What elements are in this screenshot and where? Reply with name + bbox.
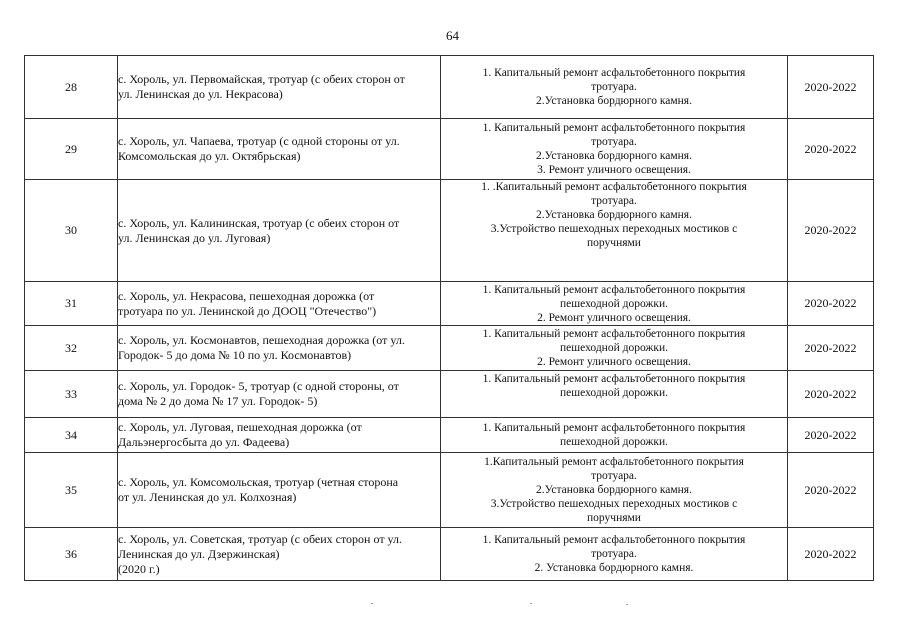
works-line: тротуара. xyxy=(591,136,637,148)
row-number: 31 xyxy=(25,282,118,326)
location-line: ул. Ленинская до ул. Луговая) xyxy=(118,230,271,245)
table-row xyxy=(25,282,874,326)
works-line: 1. Капитальный ремонт асфальтобетонного покрытия xyxy=(482,422,746,434)
location-line: ул. Ленинская до ул. Некрасова) xyxy=(118,87,283,101)
period-cell: 2020-2022 xyxy=(788,453,874,528)
row-number: 36 xyxy=(25,528,118,581)
scan-speck xyxy=(530,603,532,604)
location-cell xyxy=(118,453,441,528)
location-line: дома № 2 до дома № 17 ул. Городок- 5) xyxy=(118,394,318,408)
period-cell: 2020-2022 xyxy=(788,180,874,282)
location-line: с. Хороль, ул. Первомайская, тротуар (с обеих сторон от xyxy=(118,72,405,86)
row-number: 29 xyxy=(25,119,118,180)
location-line: с. Хороль, ул. Советская, тротуар (с обеих сторон от ул. xyxy=(118,531,403,546)
table-row xyxy=(25,371,874,418)
period-cell: 2020-2022 xyxy=(788,418,874,453)
location-line: Ленинская до ул. Дзержинская) xyxy=(118,546,280,561)
location-line: с. Хороль, ул. Луговая, пешеходная дорожка (от xyxy=(118,420,362,434)
works-line: тротуара. xyxy=(591,470,637,482)
table-row xyxy=(25,528,874,581)
row-number: 30 xyxy=(25,180,118,282)
works-line: 3. Ремонт уличного освещения. xyxy=(537,164,691,176)
table-row xyxy=(25,56,874,119)
period-cell: 2020-2022 xyxy=(788,326,874,371)
works-line: 1. Капитальный ремонт асфальтобетонного покрытия xyxy=(482,328,746,340)
works-line: тротуара. xyxy=(591,195,637,207)
location-line: с. Хороль, ул. Космонавтов, пешеходная дорожка (от ул. xyxy=(118,333,405,347)
works-line: 1.Капитальный ремонт асфальтобетонного покрытия xyxy=(484,456,744,468)
page-number: 64 xyxy=(446,28,459,43)
location-line: с. Хороль, ул. Городок- 5, тротуар (с одной стороны, от xyxy=(118,379,399,393)
location-line: с. Хороль, ул. Калининская, тротуар (с обеих сторон от xyxy=(118,215,400,230)
works-line: тротуара. xyxy=(591,548,637,560)
period-cell: 2020-2022 xyxy=(788,282,874,326)
table-row xyxy=(25,453,874,528)
works-cell xyxy=(441,282,788,326)
works-line: 2. Установка бордюрного камня. xyxy=(534,562,694,574)
location-line: Дальэнергосбыта до ул. Фадеева) xyxy=(118,435,290,449)
row-number: 28 xyxy=(25,56,118,119)
works-line: тротуара. xyxy=(591,81,637,93)
works-cell xyxy=(441,326,788,371)
table-row xyxy=(25,180,874,282)
works-line: пешеходной дорожки. xyxy=(560,342,668,354)
location-cell xyxy=(118,56,441,119)
location-cell xyxy=(118,326,441,371)
table-row xyxy=(25,326,874,371)
scan-speck xyxy=(371,603,373,604)
location-line: от ул. Ленинская до ул. Колхозная) xyxy=(118,490,297,504)
works-line: 1. Капитальный ремонт асфальтобетонного покрытия xyxy=(482,122,746,134)
works-line: 1. Капитальный ремонт асфальтобетонного покрытия xyxy=(482,534,746,546)
works-line: 2.Установка бордюрного камня. xyxy=(536,484,692,496)
table-row xyxy=(25,119,874,180)
works-line: 1. .Капитальный ремонт асфальтобетонного покрытия xyxy=(481,181,747,193)
location-cell xyxy=(118,180,441,282)
works-line: 1. Капитальный ремонт асфальтобетонного покрытия xyxy=(482,373,746,385)
works-table xyxy=(24,55,874,581)
works-line: 1. Капитальный ремонт асфальтобетонного покрытия xyxy=(482,283,746,296)
works-cell xyxy=(441,418,788,453)
period-cell: 2020-2022 xyxy=(788,56,874,119)
works-line: поручнями xyxy=(587,237,641,249)
works-line: 2.Установка бордюрного камня. xyxy=(536,209,692,221)
location-line: с. Хороль, ул. Некрасова, пешеходная дорожка (от xyxy=(118,288,375,303)
location-cell xyxy=(118,418,441,453)
works-cell xyxy=(441,453,788,528)
location-line: Городок- 5 до дома № 10 по ул. Космонавтов) xyxy=(118,348,352,362)
location-line: с. Хороль, ул. Комсомольская, тротуар (четная сторона xyxy=(118,475,399,489)
works-cell xyxy=(441,56,788,119)
works-line: 3.Устройство пешеходных переходных мостиков с xyxy=(490,223,738,235)
works-line: 1. Капитальный ремонт асфальтобетонного покрытия xyxy=(482,67,746,79)
period-cell: 2020-2022 xyxy=(788,528,874,581)
location-line: Комсомольская до ул. Октябрьская) xyxy=(118,149,301,163)
row-number: 32 xyxy=(25,326,118,371)
works-line: поручнями xyxy=(587,512,641,524)
works-line: пешеходной дорожки. xyxy=(560,387,668,399)
row-number: 34 xyxy=(25,418,118,453)
table-row xyxy=(25,418,874,453)
location-cell xyxy=(118,119,441,180)
location-cell xyxy=(118,371,441,418)
works-cell xyxy=(441,119,788,180)
works-line: пешеходной дорожки. xyxy=(560,436,668,448)
works-cell xyxy=(441,371,788,418)
works-line: 2. Ремонт уличного освещения. xyxy=(537,356,691,368)
works-line: пешеходной дорожки. xyxy=(560,297,668,310)
period-cell: 2020-2022 xyxy=(788,119,874,180)
location-cell xyxy=(118,282,441,326)
location-line: тротуара по ул. Ленинской до ДООЦ "Отечество") xyxy=(118,303,377,318)
location-line: с. Хороль, ул. Чапаева, тротуар (с одной стороны от ул. xyxy=(118,134,400,148)
location-line: (2020 г.) xyxy=(118,561,160,576)
row-number: 33 xyxy=(25,371,118,418)
works-line: 2. Ремонт уличного освещения. xyxy=(537,311,691,324)
works-line: 3.Устройство пешеходных переходных мостиков с xyxy=(490,498,738,510)
works-cell xyxy=(441,528,788,581)
period-cell: 2020-2022 xyxy=(788,371,874,418)
scan-speck xyxy=(626,604,628,605)
works-line: 2.Установка бордюрного камня. xyxy=(536,95,692,107)
works-cell xyxy=(441,180,788,282)
location-cell xyxy=(118,528,441,581)
row-number: 35 xyxy=(25,453,118,528)
works-line: 2.Установка бордюрного камня. xyxy=(536,150,692,162)
